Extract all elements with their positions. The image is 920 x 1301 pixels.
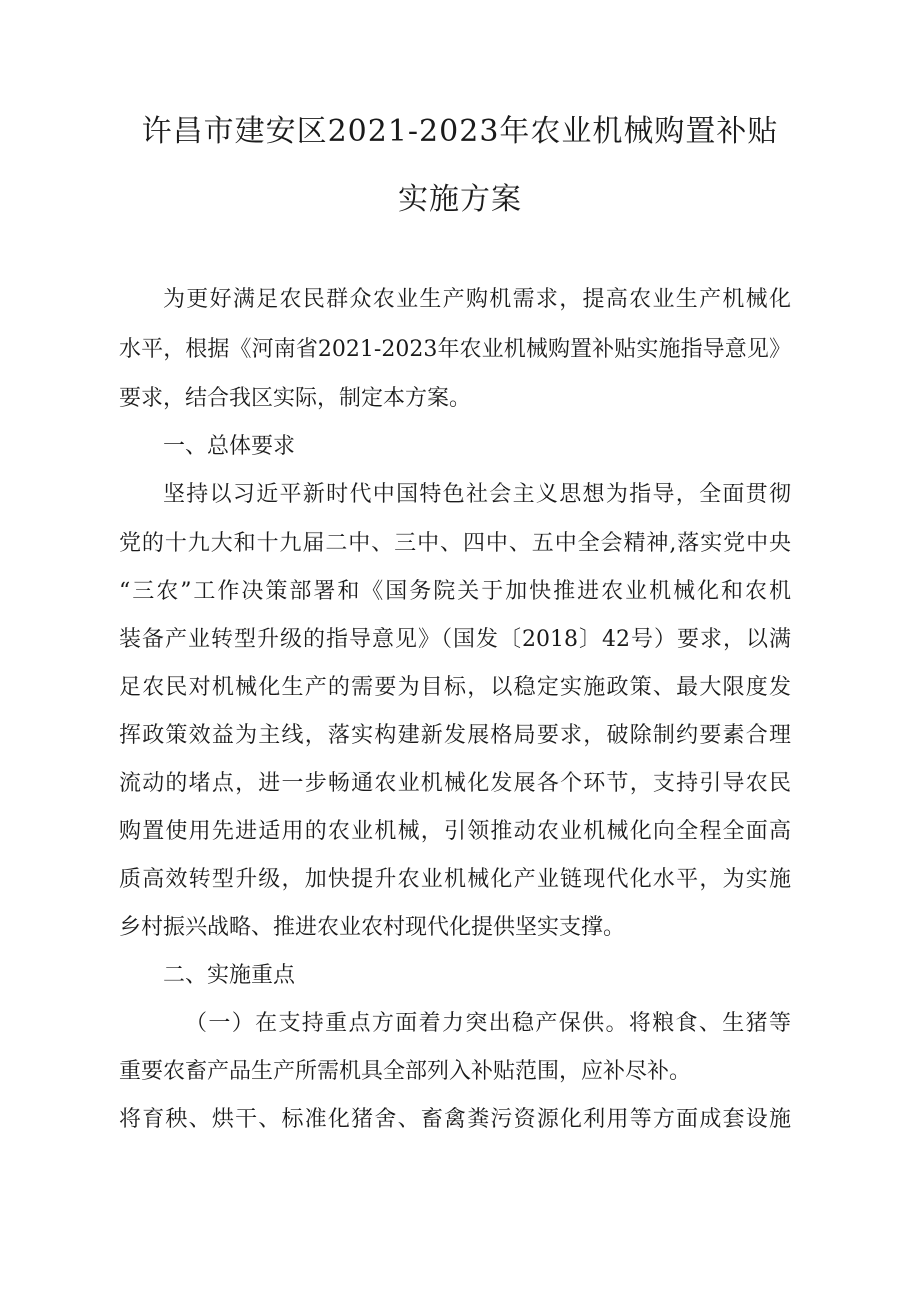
body-paragraph-line: 足农民对机械化生产的需要为目标，以稳定实施政策、最大限度发 (119, 675, 791, 700)
section-heading-implementation-focus: 二、实施重点 (163, 963, 296, 988)
subsection-paragraph-line: 重要农畜产品生产所需机具全部列入补贴范围，应补尽补。 (119, 1059, 692, 1084)
document-title-line-1: 许昌市建安区2021-2023年农业机械购置补贴 (141, 114, 779, 149)
intro-paragraph-line: 水平，根据《河南省2021-2023年农业机械购置补贴实施指导意见》 (119, 337, 791, 362)
body-paragraph-line: 质高效转型升级，加快提升农业机械化产业链现代化水平，为实施 (119, 867, 791, 892)
body-paragraph-line: 挥政策效益为主线，落实构建新发展格局要求，破除制约要素合理 (119, 723, 791, 748)
subsection-paragraph-line: （一）在支持重点方面着力突出稳产保供。将粮食、生猪等 (185, 1011, 791, 1036)
subsection-paragraph-line: 将育秧、烘干、标准化猪舍、畜禽粪污资源化利用等方面成套设施 (119, 1107, 791, 1132)
document-title-line-2: 实施方案 (398, 182, 522, 217)
body-paragraph-line: 购置使用先进适用的农业机械，引领推动农业机械化向全程全面高 (119, 819, 791, 844)
intro-paragraph-line: 要求，结合我区实际，制定本方案。 (119, 386, 472, 411)
body-paragraph-line: 党的十九大和十九届二中、三中、四中、五中全会精神,落实党中央 (119, 531, 791, 556)
body-paragraph-line: 乡村振兴战略、推进农业农村现代化提供坚实支撑。 (119, 915, 626, 940)
body-paragraph-line: 装备产业转型升级的指导意见》（国发〔2018〕42号）要求，以满 (119, 627, 791, 652)
body-paragraph-line: 坚持以习近平新时代中国特色社会主义思想为指导，全面贯彻 (163, 482, 791, 507)
intro-paragraph-line: 为更好满足农民群众农业生产购机需求，提高农业生产机械化 (163, 287, 791, 312)
body-paragraph-line: 流动的堵点，进一步畅通农业机械化发展各个环节，支持引导农民 (119, 771, 791, 796)
section-heading-general-requirements: 一、总体要求 (163, 434, 296, 459)
body-paragraph-line: “三农”工作决策部署和《国务院关于加快推进农业机械化和农机 (119, 579, 791, 604)
